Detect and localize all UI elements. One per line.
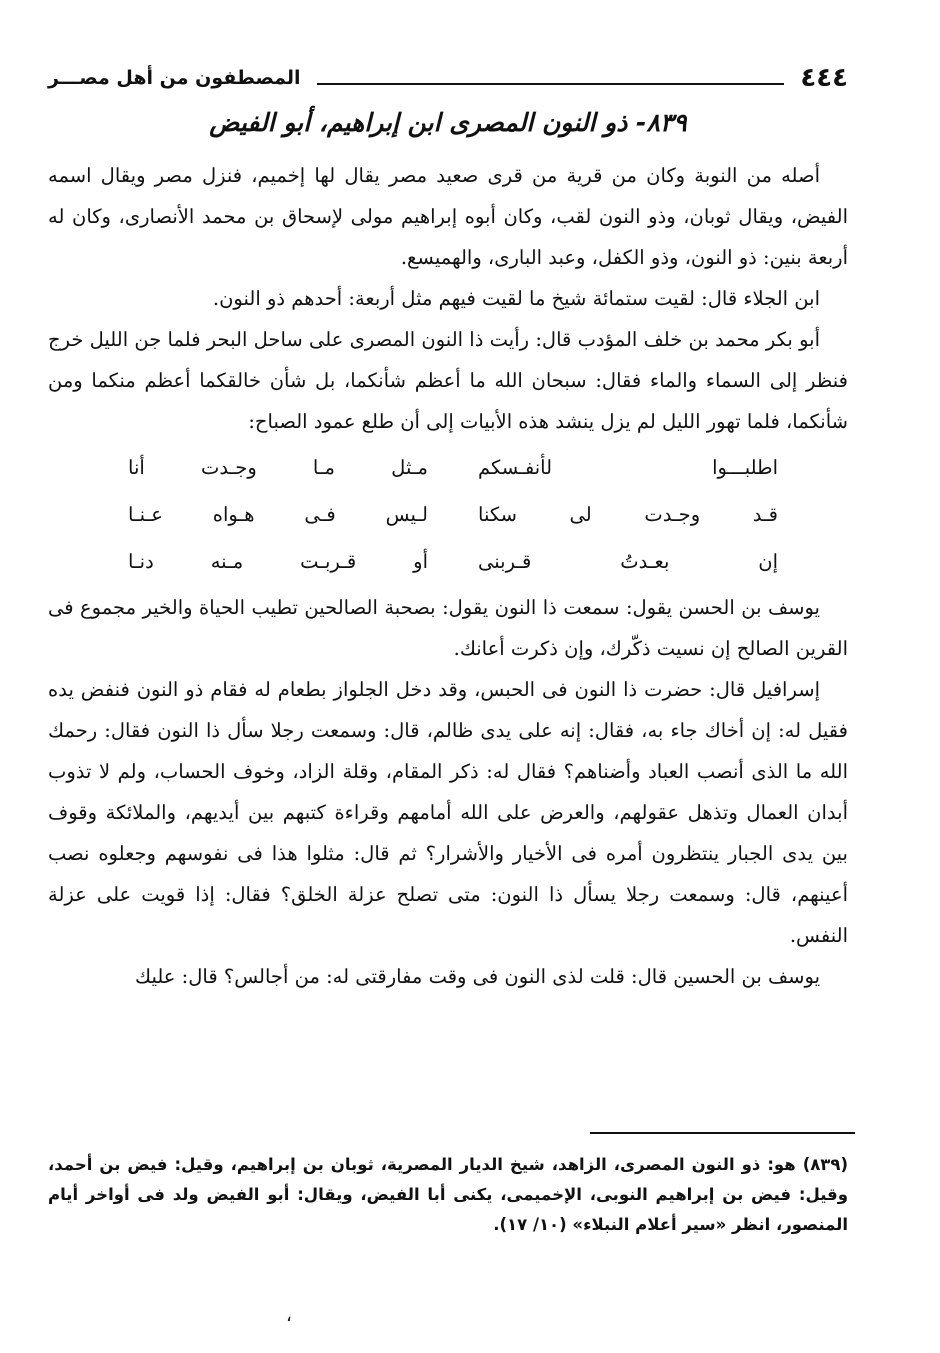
verse-second-hemistich: مـثل مـا وجـدت أنا xyxy=(128,456,428,479)
footnote: (٨٣٩) هو: ذو النون المصرى، الزاهد، شيخ الديار المصرية، ثوبان بن إبراهيم، وقيل: فيض بن أحمد، وقيل: فيض بن إبراهيم النوبى، الإخميمى، يكنى أبا الفيض، ويقال: أبو الفيض ولد فى أواخر أيام المنصور، انظر «سير أعلام النبلاء» (١٠/ ١٧). xyxy=(48,1155,848,1234)
print-mark: ، xyxy=(286,1305,292,1326)
verse-line xyxy=(48,538,848,585)
verse-line xyxy=(48,444,848,491)
verse-first-hemistich: اطلبـــوا لأنفـسكم xyxy=(478,456,778,479)
verse-second-hemistich: أو قـربـت مـنه دنـا xyxy=(128,550,428,573)
verse-line xyxy=(48,491,848,538)
paragraph: أبو بكر محمد بن خلف المؤدب قال: رأيت ذا النون المصرى على ساحل البحر فلما جن الليل خرج فنظر إلى السماء والماء فقال: سبحان الله ما أعظم شأنكما، بل شأن خالقكما أعظم منكما ومن شأنكما، فلما تهور الليل لم يزل ينشد هذه الأبيات إلى أن طلع عمود الصباح: xyxy=(48,328,848,433)
footnote-rule xyxy=(590,1132,855,1134)
verse-first-hemistich: إن بعـدتُ قـربنى xyxy=(478,550,778,573)
running-title: المصطفون من أهل مصـــر xyxy=(48,67,301,89)
paragraph: يوسف بن الحسين قال: قلت لذى النون فى وقت مفارقتى له: من أجالس؟ قال: عليك xyxy=(135,965,820,988)
paragraph: إسرافيل قال: حضرت ذا النون فى الحبس، وقد دخل الجلواز بطعام له فقام ذو النون فنفض يده فقيل له: إن أخاك جاء به، فقال: إنه على يدى ظالم، قال: وسمعت رجلا سأل ذا النون فقال: رحمك الله ما الذى أنصب العباد وأضناهم؟ فقال له: ذكر المقام، وقلة الزاد، وخوف الحساب، ولم لا تذوب أبدان العمال وتذهل عقولهم، والعرض على الله أمامهم وقراءة كتبهم بين أيديهم، والملائكة وقوف بين يدى الجبار ينتظرون أمره فى الأخيار والأشرار؟ ثم قال: مثلوا هذا فى نفوسهم وجعلوه نصب أعينهم، قال: وسمعت رجلا يسأل ذا النون: متى تصلح عزلة الخلق؟ فقال: إذا قويت على عزلة النفس. xyxy=(48,678,848,947)
entry-title: ٨٣٩- ذو النون المصرى ابن إبراهيم، أبو الفيض xyxy=(209,108,687,137)
paragraph: يوسف بن الحسن يقول: سمعت ذا النون يقول: بصحبة الصالحين تطيب الحياة والخير مجموع فى القرين الصالح إن نسيت ذكّرك، وإن ذكرت أعانك. xyxy=(48,596,848,660)
page-header xyxy=(48,58,848,98)
verse-first-hemistich: قـد وجـدت لى سكنا xyxy=(478,503,778,526)
paragraph: ابن الجلاء قال: لقيت ستمائة شيخ ما لقيت فيهم مثل أربعة: أحدهم ذو النون. xyxy=(212,287,820,310)
page-number: ٤٤٤ xyxy=(800,63,848,93)
verse-second-hemistich: لـيس فـى هـواه عـنـا xyxy=(128,503,428,526)
poem xyxy=(48,444,848,585)
body-text xyxy=(48,155,848,997)
paragraph: أصله من النوبة وكان من قرية من قرى صعيد مصر يقال لها إخميم، فنزل مصر ويقال اسمه الفيض، ويقال ثوبان، وذو النون لقب، وكان أبوه إبراهيم مولى لإسحاق بن محمد الأنصارى، وكان له أربعة بنين: ذو النون، وذو الكفل، وعبد البارى، والهميسع. xyxy=(48,164,848,269)
header-rule xyxy=(317,83,785,85)
